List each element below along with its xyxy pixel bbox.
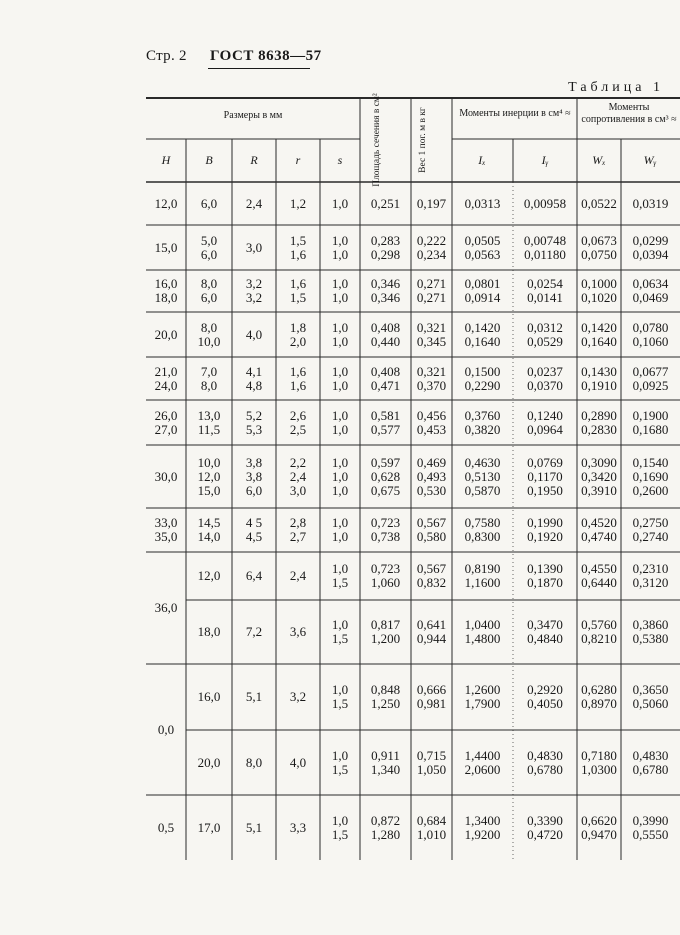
- cell-area: 0,408 0,440: [370, 320, 401, 349]
- cell-ix: 1,4400 2,0600: [464, 748, 501, 777]
- cell-s: 1,0 1,0: [331, 408, 349, 437]
- cell-wy: 0,0677 0,0925: [632, 364, 669, 393]
- cell-wx: 0,1420 0,1640: [581, 320, 617, 349]
- cell-wy: 0,4830 0,6780: [632, 748, 669, 777]
- cell-weight: 0,684 1,010: [416, 813, 447, 842]
- cell-area: 0,251: [370, 196, 401, 211]
- table-title: Таблица 1: [568, 80, 664, 95]
- cell-wy: 0,3860 0,5380: [632, 617, 669, 646]
- cell-wx: 0,5760 0,8210: [581, 617, 617, 646]
- cell-wy: 0,3990 0,5550: [632, 813, 669, 842]
- cell-h: 21,0 24,0: [154, 364, 178, 393]
- cell-area: 0,817 1,200: [370, 617, 401, 646]
- cell-r: 1,6 1,5: [289, 276, 307, 305]
- cell-wx: 0,6280 0,8970: [581, 682, 617, 711]
- cell-h: 15,0: [154, 240, 178, 255]
- cell-s: 1,0 1,5: [331, 561, 349, 590]
- cell-wx: 0,1000 0,1020: [581, 276, 617, 305]
- cell-weight: 0,715 1,050: [416, 748, 447, 777]
- cell-r: 8,0: [245, 755, 263, 770]
- resist-group-header: Моменты сопротивления в см³ ≈: [581, 102, 677, 125]
- cell-iy: 0,00958: [523, 196, 567, 211]
- cell-h: 12,0: [154, 196, 178, 211]
- col-s-header: s: [337, 153, 343, 167]
- cell-wy: 0,0780 0,1060: [632, 320, 669, 349]
- cell-ix: 1,3400 1,9200: [464, 813, 501, 842]
- cell-b: 6,0: [200, 196, 218, 211]
- cell-ix: 0,3760 0,3820: [464, 408, 501, 437]
- cell-s: 1,0: [331, 196, 349, 211]
- page-number: Стр. 2: [146, 48, 187, 64]
- cell-wx: 0,3090 0,3420 0,3910: [581, 455, 617, 498]
- cell-r: 3,3: [289, 820, 307, 835]
- cell-ix: 0,0505 0,0563: [464, 233, 501, 262]
- cell-wx: 0,0522: [581, 196, 617, 211]
- cell-wx: 0,4520 0,4740: [581, 515, 617, 544]
- cell-wx: 0,4550 0,6440: [581, 561, 617, 590]
- cell-weight: 0,469 0,493 0,530: [416, 455, 447, 498]
- cell-iy: 0,2920 0,4050: [527, 682, 563, 711]
- cell-iy: 0,3470 0,4840: [527, 617, 563, 646]
- col-Iy-header: Iᵧ: [541, 153, 549, 167]
- cell-b: 18,0: [197, 624, 221, 639]
- cell-r: 2,4: [289, 568, 307, 583]
- cell-r: 1,2: [289, 196, 307, 211]
- cell-iy: 0,0254 0,0141: [527, 276, 563, 305]
- cell-weight: 0,641 0,944: [416, 617, 447, 646]
- cell-weight: 0,567 0,832: [416, 561, 447, 590]
- cell-iy: 0,00748 0,01180: [523, 233, 567, 262]
- cell-r: 4,0: [289, 755, 307, 770]
- cell-r: 3,2: [289, 689, 307, 704]
- weight-header: Вес 1 пог. м в кг: [418, 107, 428, 173]
- cell-r: 2,8 2,7: [289, 515, 307, 544]
- cell-weight: 0,197: [416, 196, 447, 211]
- cell-r: 1,8 2,0: [289, 320, 307, 349]
- cell-b: 12,0: [197, 568, 221, 583]
- cell-ix: 0,1420 0,1640: [464, 320, 501, 349]
- cell-weight: 0,321 0,345: [416, 320, 447, 349]
- col-Ix-header: Iₓ: [478, 153, 486, 167]
- cell-wy: 0,2750 0,2740: [632, 515, 669, 544]
- cell-b: 7,0 8,0: [200, 364, 218, 393]
- cell-r: 2,2 2,4 3,0: [289, 455, 307, 498]
- cell-r: 1,6 1,6: [289, 364, 307, 393]
- cell-h: 16,0 18,0: [154, 276, 178, 305]
- cell-r: 5,1: [245, 820, 263, 835]
- cell-h: 0,0: [157, 722, 175, 737]
- cell-wy: 0,2310 0,3120: [632, 561, 669, 590]
- cell-s: 1,0 1,0: [331, 320, 349, 349]
- cell-r: 4 5 4,5: [245, 515, 263, 544]
- cell-ix: 1,0400 1,4800: [464, 617, 501, 646]
- cell-wx: 0,0673 0,0750: [581, 233, 617, 262]
- cell-weight: 0,271 0,271: [416, 276, 447, 305]
- cell-s: 1,0 1,5: [331, 682, 349, 711]
- cell-b: 5,0 6,0: [200, 233, 218, 262]
- cell-r: 5,2 5,3: [245, 408, 263, 437]
- cell-area: 0,872 1,280: [370, 813, 401, 842]
- cell-b: 20,0: [197, 755, 221, 770]
- cell-b: 13,0 11,5: [197, 408, 221, 437]
- cell-wy: 0,0634 0,0469: [632, 276, 669, 305]
- cell-ix: 0,1500 0,2290: [464, 364, 501, 393]
- cell-r: 1,5 1,6: [289, 233, 307, 262]
- cell-b: 14,5 14,0: [197, 515, 221, 544]
- cell-wy: 0,0319: [632, 196, 669, 211]
- cell-ix: 0,4630 0,5130 0,5870: [464, 455, 501, 498]
- cell-ix: 0,0801 0,0914: [464, 276, 501, 305]
- standard-number: ГОСТ 8638—57: [210, 48, 322, 64]
- cell-wy: 0,1540 0,1690 0,2600: [632, 455, 669, 498]
- cell-wx: 0,2890 0,2830: [581, 408, 617, 437]
- cell-s: 1,0 1,5: [331, 813, 349, 842]
- cell-iy: 0,1240 0,0964: [527, 408, 563, 437]
- cell-b: 16,0: [197, 689, 221, 704]
- cell-area: 0,581 0,577: [370, 408, 401, 437]
- cell-s: 1,0 1,0 1,0: [331, 455, 349, 498]
- area-header: Площадь сечения в см²: [372, 93, 382, 187]
- cell-r: 5,1: [245, 689, 263, 704]
- cell-s: 1,0 1,0: [331, 364, 349, 393]
- cell-b: 17,0: [197, 820, 221, 835]
- cell-r: 6,4: [245, 568, 263, 583]
- cell-ix: 0,0313: [464, 196, 501, 211]
- cell-iy: 0,3390 0,4720: [527, 813, 563, 842]
- page-header: [0, 0, 680, 95]
- cell-wx: 0,7180 1,0300: [581, 748, 617, 777]
- cell-ix: 0,8190 1,1600: [464, 561, 501, 590]
- cell-h: 30,0: [154, 469, 178, 484]
- cell-b: 8,0 10,0: [197, 320, 221, 349]
- inertia-group-header: Моменты инерции в см⁴ ≈: [459, 108, 571, 119]
- cell-s: 1,0 1,0: [331, 276, 349, 305]
- cell-h: 26,0 27,0: [154, 408, 178, 437]
- col-Wy-header: Wᵧ: [643, 153, 657, 167]
- cell-wy: 0,1900 0,1680: [632, 408, 669, 437]
- cell-s: 1,0 1,5: [331, 617, 349, 646]
- cell-b: 10,0 12,0 15,0: [197, 455, 221, 498]
- cell-s: 1,0 1,5: [331, 748, 349, 777]
- col-B-header: B: [205, 153, 213, 167]
- cell-h: 33,0 35,0: [154, 515, 178, 544]
- cell-iy: 0,1990 0,1920: [527, 515, 563, 544]
- cell-area: 0,723 1,060: [370, 561, 401, 590]
- cell-wy: 0,0299 0,0394: [632, 233, 669, 262]
- cell-iy: 0,1390 0,1870: [527, 561, 563, 590]
- cell-weight: 0,321 0,370: [416, 364, 447, 393]
- cell-area: 0,283 0,298: [370, 233, 401, 262]
- cell-weight: 0,222 0,234: [416, 233, 447, 262]
- cell-r: 2,4: [245, 196, 263, 211]
- col-H-header: H: [161, 153, 171, 167]
- col-r-header: r: [295, 153, 301, 167]
- cell-r: 3,2 3,2: [245, 276, 263, 305]
- cell-area: 0,848 1,250: [370, 682, 401, 711]
- cell-area: 0,723 0,738: [370, 515, 401, 544]
- cell-iy: 0,0312 0,0529: [527, 320, 563, 349]
- cell-r: 7,2: [245, 624, 263, 639]
- cell-iy: 0,4830 0,6780: [527, 748, 563, 777]
- cell-ix: 0,7580 0,8300: [464, 515, 501, 544]
- cell-iy: 0,0769 0,1170 0,1950: [527, 455, 563, 498]
- cell-area: 0,597 0,628 0,675: [370, 455, 401, 498]
- cell-r: 2,6 2,5: [289, 408, 307, 437]
- col-R-header: R: [250, 153, 258, 167]
- cell-s: 1,0 1,0: [331, 233, 349, 262]
- cell-b: 8,0 6,0: [200, 276, 218, 305]
- cell-h: 36,0: [154, 600, 178, 615]
- cell-h: 20,0: [154, 327, 178, 342]
- cell-wx: 0,6620 0,9470: [581, 813, 617, 842]
- cell-weight: 0,456 0,453: [416, 408, 447, 437]
- sizes-group-header: Размеры в мм: [223, 110, 283, 121]
- standard-underline: [208, 68, 310, 69]
- cell-r: 3,6: [289, 624, 307, 639]
- cell-iy: 0,0237 0,0370: [527, 364, 563, 393]
- cell-r: 3,8 3,8 6,0: [245, 455, 263, 498]
- cell-s: 1,0 1,0: [331, 515, 349, 544]
- col-Wx-header: Wₓ: [592, 153, 606, 167]
- cell-r: 3,0: [245, 240, 263, 255]
- cell-wx: 0,1430 0,1910: [581, 364, 617, 393]
- cell-ix: 1,2600 1,7900: [464, 682, 501, 711]
- cell-weight: 0,666 0,981: [416, 682, 447, 711]
- cell-r: 4,1 4,8: [245, 364, 263, 393]
- cell-weight: 0,567 0,580: [416, 515, 447, 544]
- cell-area: 0,346 0,346: [370, 276, 401, 305]
- cell-h: 0,5: [157, 820, 175, 835]
- cell-r: 4,0: [245, 327, 263, 342]
- cell-wy: 0,3650 0,5060: [632, 682, 669, 711]
- cell-area: 0,408 0,471: [370, 364, 401, 393]
- cell-area: 0,911 1,340: [370, 748, 401, 777]
